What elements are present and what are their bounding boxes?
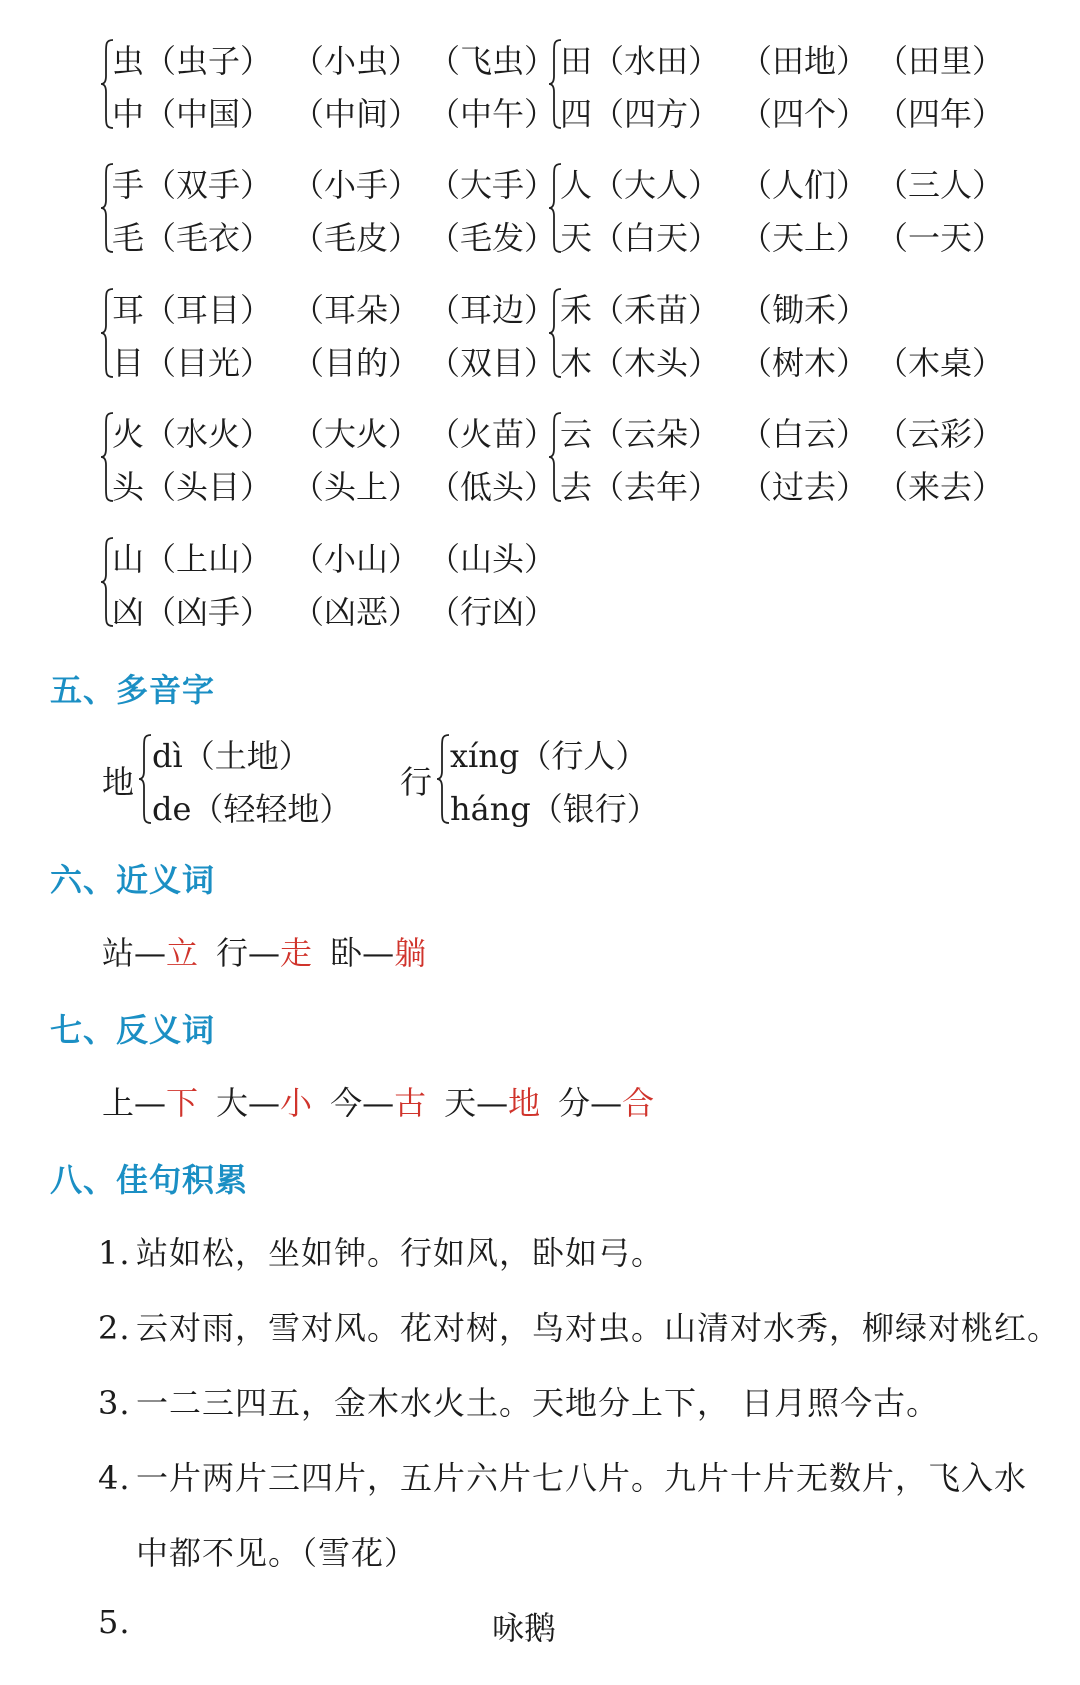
compound-word: （飞虫） <box>428 42 557 80</box>
head-word: 目（目光） <box>112 344 273 382</box>
sentence-text: 一片两片三四片，五片六片七八片。九片十片无数片，飞入水 <box>136 1459 1028 1497</box>
sentence-item <box>98 1303 1060 1349</box>
polyphone-char: 地 <box>102 763 135 801</box>
compound-word: （凶恶） <box>292 593 421 631</box>
sentence-text: 一二三四五，金木水火土。天地分上下， 日月照今古。 <box>136 1384 940 1422</box>
compound-word: （白云） <box>740 415 869 453</box>
sentence-continuation: 中都不见。（雪花） <box>136 1534 418 1572</box>
sentence-item <box>98 1603 136 1641</box>
compound-word: （人们） <box>740 166 869 204</box>
compound-word: （行凶） <box>428 593 557 631</box>
head-word: 火（水火） <box>112 415 273 453</box>
antonym-list <box>102 1078 672 1124</box>
polyphone-group <box>102 733 362 828</box>
word-group <box>100 536 570 631</box>
sentence-number: 4. <box>98 1459 131 1497</box>
section-heading-fanyici: 七、反义词 <box>50 1011 216 1049</box>
pair-word: 今— <box>330 1084 395 1122</box>
compound-word: （中间） <box>292 95 421 133</box>
sentence-text: 云对雨，雪对风。花对树，鸟对虫。山清对水秀，柳绿对桃红。 <box>136 1309 1061 1347</box>
synonym-pair <box>216 928 312 974</box>
pair-answer: 立 <box>166 934 199 972</box>
compound-word: （目的） <box>292 344 421 382</box>
section-heading-jiaju: 八、佳句积累 <box>50 1161 249 1199</box>
compound-word: （大火） <box>292 415 421 453</box>
synonym-pair <box>102 928 198 974</box>
compound-word: （树木） <box>740 344 869 382</box>
sentence-text: 站如松，坐如钟。行如风，卧如弓。 <box>136 1234 665 1272</box>
compound-word: （小手） <box>292 166 421 204</box>
word-group <box>100 162 570 257</box>
pair-answer: 走 <box>280 934 313 972</box>
head-word: 头（头目） <box>112 468 273 506</box>
brace-icon <box>436 733 450 825</box>
sentence-number: 3. <box>98 1384 131 1422</box>
compound-word: （云彩） <box>876 415 1005 453</box>
compound-word: （耳边） <box>428 291 557 329</box>
head-word: 人（大人） <box>560 166 721 204</box>
head-word: 虫（虫子） <box>112 42 273 80</box>
pair-answer: 小 <box>280 1084 313 1122</box>
poem-title: 咏鹅 <box>492 1609 557 1647</box>
word-group <box>100 38 570 133</box>
word-group <box>100 411 570 506</box>
compound-word: （火苗） <box>428 415 557 453</box>
word-group <box>548 162 1018 257</box>
head-word: 四（四方） <box>560 95 721 133</box>
head-word: 田（水田） <box>560 42 721 80</box>
compound-word: （锄禾） <box>740 291 869 329</box>
word-group <box>548 411 1018 506</box>
compound-word: （田里） <box>876 42 1005 80</box>
pair-word: 天— <box>444 1084 509 1122</box>
polyphone-group <box>400 733 660 828</box>
sentence-number: 5. <box>98 1603 131 1641</box>
compound-word: （天上） <box>740 219 869 257</box>
sentence-item <box>98 1228 664 1274</box>
compound-word: （木桌） <box>876 344 1005 382</box>
compound-word: （低头） <box>428 468 557 506</box>
sentence-number: 1. <box>98 1234 131 1272</box>
head-word: 耳（耳目） <box>112 291 273 329</box>
antonym-pair <box>558 1078 654 1124</box>
compound-word: （小山） <box>292 540 421 578</box>
compound-word: （双目） <box>428 344 557 382</box>
antonym-pair <box>102 1078 198 1124</box>
compound-word: （头上） <box>292 468 421 506</box>
compound-word: （小虫） <box>292 42 421 80</box>
polyphone-reading: háng（银行） <box>450 790 659 828</box>
compound-word: （田地） <box>740 42 869 80</box>
pair-answer: 下 <box>166 1084 199 1122</box>
polyphone-reading: xíng（行人） <box>450 737 648 775</box>
polyphone-reading: de（轻轻地） <box>152 790 352 828</box>
head-word: 云（云朵） <box>560 415 721 453</box>
pair-word: 大— <box>216 1084 281 1122</box>
pair-answer: 古 <box>394 1084 427 1122</box>
synonym-pair <box>330 928 426 974</box>
compound-word: （来去） <box>876 468 1005 506</box>
section-heading-jinyici: 六、近义词 <box>50 861 216 899</box>
compound-word: （毛皮） <box>292 219 421 257</box>
pair-answer: 合 <box>622 1084 655 1122</box>
head-word: 天（白天） <box>560 219 721 257</box>
head-word: 毛（毛衣） <box>112 219 273 257</box>
compound-word: （过去） <box>740 468 869 506</box>
antonym-pair <box>444 1078 540 1124</box>
pair-word: 卧— <box>330 934 395 972</box>
antonym-pair <box>330 1078 426 1124</box>
pair-word: 行— <box>216 934 281 972</box>
compound-word: （山头） <box>428 540 557 578</box>
compound-word: （四年） <box>876 95 1005 133</box>
compound-word: （三人） <box>876 166 1005 204</box>
section-heading-duoyinzi: 五、多音字 <box>50 671 216 709</box>
compound-word: （耳朵） <box>292 291 421 329</box>
head-word: 木（木头） <box>560 344 721 382</box>
pair-answer: 躺 <box>394 934 427 972</box>
sentence-item <box>98 1453 1027 1499</box>
word-group <box>100 287 570 382</box>
pair-word: 上— <box>102 1084 167 1122</box>
sentence-item <box>98 1378 939 1424</box>
head-word: 禾（禾苗） <box>560 291 721 329</box>
compound-word: （毛发） <box>428 219 557 257</box>
head-word: 中（中国） <box>112 95 273 133</box>
polyphone-reading: dì（土地） <box>152 737 311 775</box>
head-word: 山（上山） <box>112 540 273 578</box>
compound-word: （四个） <box>740 95 869 133</box>
pair-word: 分— <box>558 1084 623 1122</box>
polyphone-char: 行 <box>400 763 433 801</box>
head-word: 手（双手） <box>112 166 273 204</box>
pair-answer: 地 <box>508 1084 541 1122</box>
word-group <box>548 287 1018 382</box>
word-group <box>548 38 1018 133</box>
compound-word: （大手） <box>428 166 557 204</box>
brace-icon <box>138 733 152 825</box>
sentence-number: 2. <box>98 1309 131 1347</box>
compound-word: （中午） <box>428 95 557 133</box>
synonym-list <box>102 928 444 974</box>
antonym-pair <box>216 1078 312 1124</box>
head-word: 凶（凶手） <box>112 593 273 631</box>
pair-word: 站— <box>102 934 167 972</box>
compound-word: （一天） <box>876 219 1005 257</box>
head-word: 去（去年） <box>560 468 721 506</box>
